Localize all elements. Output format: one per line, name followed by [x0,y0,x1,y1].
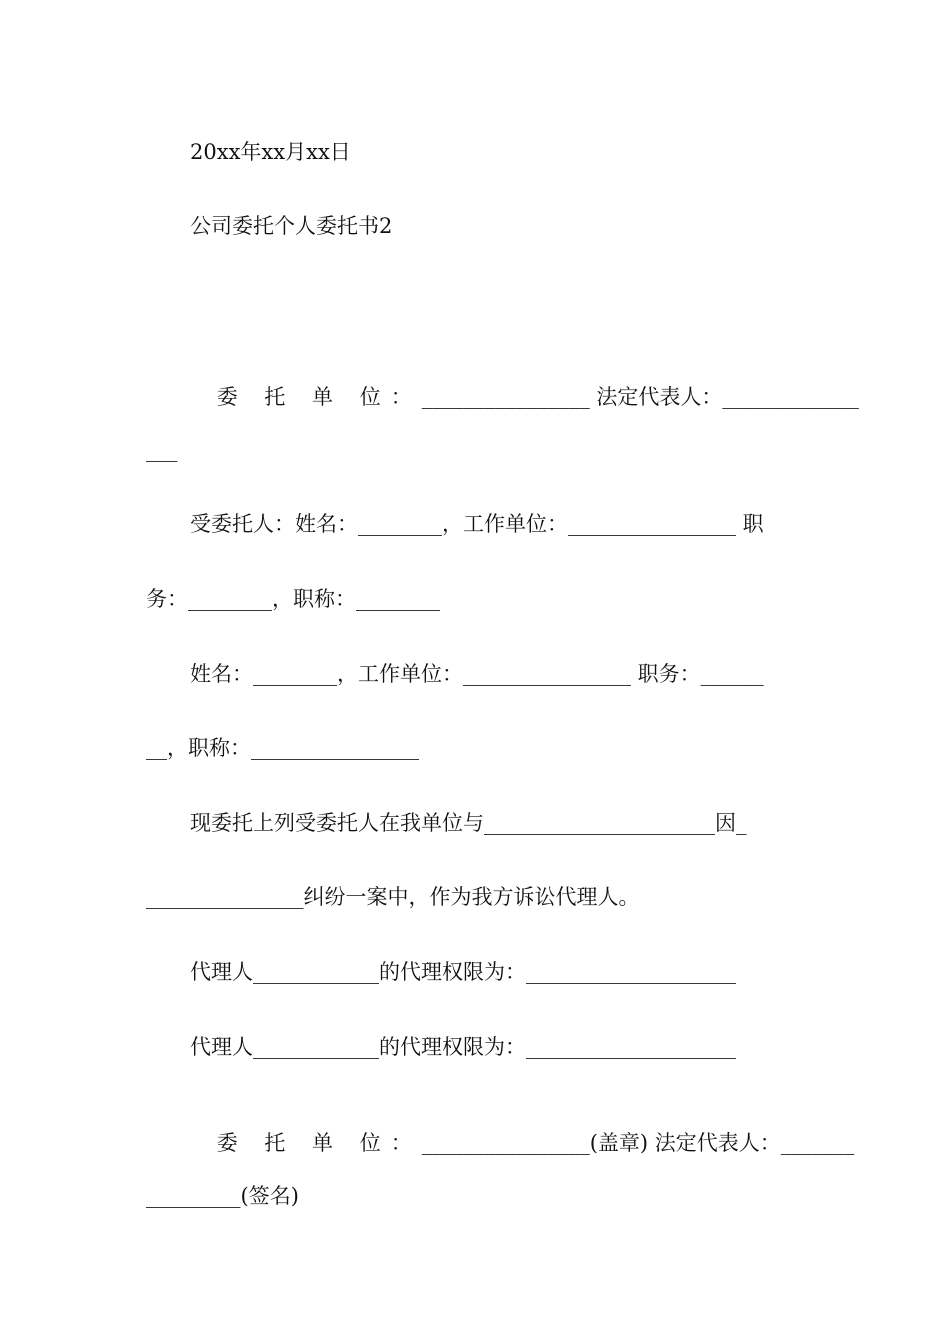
agent1-line: 受委托人：姓名：________，工作单位：________________ 职 [190,512,764,536]
agent2-authority-line: 代理人____________的代理权限为：____________________ [190,1035,736,1059]
entrust-statement-line: 现委托上列受委托人在我单位与______________________因_ [190,811,747,835]
agent1-authority-line: 代理人____________的代理权限为：____________________ [190,960,736,984]
seal-and-rep-fields: ________________(盖章) 法定代表人：_______ [421,1131,855,1155]
agent1-line-cont: 务：________，职称：________ [146,587,440,611]
signature-line-cont: _________(签名) [146,1184,299,1208]
date-line: 20xx年xx月xx日 [190,140,351,164]
signature-unit-line [190,1112,854,1175]
entrust-statement-line-cont: _______________纠纷一案中，作为我方诉讼代理人。 [146,885,640,909]
entrusting-unit-line-cont: ___ [146,438,178,462]
entrusting-unit-label: 委 托 单 位： [216,385,422,409]
document-title: 公司委托个人委托书2 [190,214,393,238]
signature-unit-label: 委 托 单 位： [216,1131,422,1155]
agent2-line-cont: __，职称：________________ [146,736,419,760]
legal-rep-fields: ________________ 法定代表人：_____________ [421,385,859,409]
agent2-line: 姓名：________，工作单位：________________ 职务：______ [190,662,764,686]
entrusting-unit-line [190,366,859,429]
